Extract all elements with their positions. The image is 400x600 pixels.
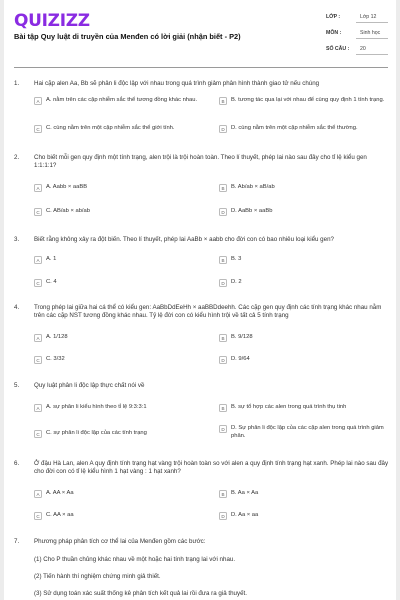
meta-grade-value: Lớp 12 — [360, 14, 377, 20]
option-text: D. cùng nằm trên một cặp nhiễm sắc thể thường. — [231, 125, 358, 131]
option-text: A. Aabb × aaBB — [46, 184, 88, 190]
option-text: D. Sự phân li độc lập của các cặp alen trong quá trình giảm phân. — [231, 425, 384, 439]
question-number: 1. — [14, 80, 20, 87]
question-number: 4. — [14, 304, 20, 311]
meta-subject-value: Sinh học — [360, 30, 381, 36]
option-letter-box: D — [219, 208, 227, 216]
option-letter-box: A — [34, 404, 42, 412]
option-letter-box: D — [219, 425, 227, 433]
meta-divider — [356, 38, 388, 39]
meta-divider — [356, 54, 388, 55]
option-letter-box: D — [219, 356, 227, 364]
option-letter-box: A — [34, 97, 42, 105]
step-item: (2) Tiến hành thí nghiệm chứng minh giả thiết. — [34, 573, 161, 580]
meta-divider — [356, 22, 388, 23]
worksheet-page — [4, 0, 396, 600]
option-text: A. 1 — [46, 256, 57, 262]
meta-count-value: 20 — [360, 46, 366, 52]
option-text: B. sự tổ hợp các alen trong quá trình thụ tinh — [231, 404, 347, 410]
option-text: B. Ab/ab × aB/ab — [231, 184, 275, 190]
question-text: Biết rằng không xảy ra đột biến. Theo lí thuyết, phép lai AaBb × aabb cho đời con có bao nhiêu loại kiểu gen? — [34, 236, 334, 243]
option-text: C. 4 — [46, 279, 57, 285]
question-text: Ở đậu Hà Lan, alen A quy định tính trạng hạt vàng trội hoàn toàn so với alen a quy định tính trạng hạt xanh. Phép lai nào sau đây cho đời con có tỉ lệ kiểu hình 1 hạt vàng : 1 hạt xanh? — [34, 460, 389, 476]
option-letter-box: B — [219, 404, 227, 412]
option-text: D. AaBb × aaBb — [231, 208, 273, 214]
option-text: B. tương tác qua lại với nhau để cùng quy định 1 tính trạng. — [231, 97, 385, 103]
option-letter-box: D — [219, 279, 227, 287]
option-text: B. Aa × Aa — [231, 490, 259, 496]
header-divider — [14, 67, 388, 68]
question-number: 2. — [14, 154, 20, 161]
step-item: (3) Sử dụng toán xác suất thống kê phân tích kết quả lai rồi đưa ra giả thuyết. — [34, 590, 247, 597]
option-letter-box: D — [219, 512, 227, 520]
question-number: 3. — [14, 236, 20, 243]
question-text: Cho biết mỗi gen quy định một tính trạng, alen trội là trội hoàn toàn. Theo lí thuyết, phép lai nào sau đây cho tỉ lệ kiểu gen 1:1:1:1? — [34, 154, 367, 170]
option-text: C. AB/ab × ab/ab — [46, 208, 90, 214]
worksheet-header — [4, 0, 396, 70]
question-text: Quy luật phân li độc lập thực chất nói về — [34, 382, 145, 389]
option-text: A. nằm trên các cặp nhiễm sắc thể tương đồng khác nhau. — [46, 97, 198, 103]
meta-count-label: SỐ CÂU : — [326, 46, 350, 52]
option-letter-box: C — [34, 279, 42, 287]
question-number: 6. — [14, 460, 20, 467]
option-text: B. 3 — [231, 256, 242, 262]
question-number: 7. — [14, 538, 20, 545]
option-letter-box: B — [219, 256, 227, 264]
option-text: A. AA × Aa — [46, 490, 74, 496]
option-letter-box: A — [34, 490, 42, 498]
meta-grade-label: LỚP : — [326, 14, 341, 20]
option-text: C. AA × aa — [46, 512, 74, 518]
quizizz-logo: QUIZIZZ — [14, 11, 90, 31]
option-letter-box: A — [34, 334, 42, 342]
question-number: 5. — [14, 382, 20, 389]
option-letter-box: C — [34, 208, 42, 216]
option-letter-box: B — [219, 490, 227, 498]
option-text: D. Aa × aa — [231, 512, 259, 518]
option-text: C. 3/32 — [46, 356, 65, 362]
question-text: Trong phép lai giữa hai cá thể có kiểu gen: AaBbDdEeHh × aaBBDdeehh. Các cặp gen quy định các tính trạng khác nhau nằm trên các cặp NST tương đồng khác nhau. Tỷ lệ đời con có kiểu hình trội về tất cả 5 tính trạng — [34, 304, 382, 320]
option-letter-box: B — [219, 334, 227, 342]
option-text: D. 2 — [231, 279, 242, 285]
option-letter-box: C — [34, 125, 42, 133]
step-item: (1) Cho P thuần chủng khác nhau về một hoặc hai tính trạng lai với nhau. — [34, 556, 236, 563]
option-letter-box: C — [34, 430, 42, 438]
option-text: A. sự phân li kiểu hình theo tỉ lệ 9:3:3:1 — [46, 404, 147, 410]
option-letter-box: B — [219, 184, 227, 192]
question-text: Phương pháp phân tích cơ thể lai của Menđen gồm các bước: — [34, 538, 206, 545]
option-letter-box: A — [34, 184, 42, 192]
option-letter-box: A — [34, 256, 42, 264]
option-letter-box: B — [219, 97, 227, 105]
option-text: C. sự phân li độc lập của các tính trạng — [46, 430, 147, 436]
option-text: D. 9/64 — [231, 356, 250, 362]
option-letter-box: C — [34, 512, 42, 520]
option-letter-box: D — [219, 125, 227, 133]
option-text: A. 1/128 — [46, 334, 68, 340]
worksheet-title: Bài tập Quy luật di truyền của Menđen có lời giải (nhận biết - P2) — [14, 32, 241, 41]
option-letter-box: C — [34, 356, 42, 364]
question-text: Hai cặp alen Aa, Bb sẽ phân li độc lập với nhau trong quá trình giảm phân hình thành giao tử nếu chúng — [34, 80, 320, 87]
meta-subject-label: MÔN : — [326, 30, 342, 36]
option-text: B. 9/128 — [231, 334, 253, 340]
option-text: C. cùng nằm trên một cặp nhiễm sắc thể giới tính. — [46, 125, 175, 131]
